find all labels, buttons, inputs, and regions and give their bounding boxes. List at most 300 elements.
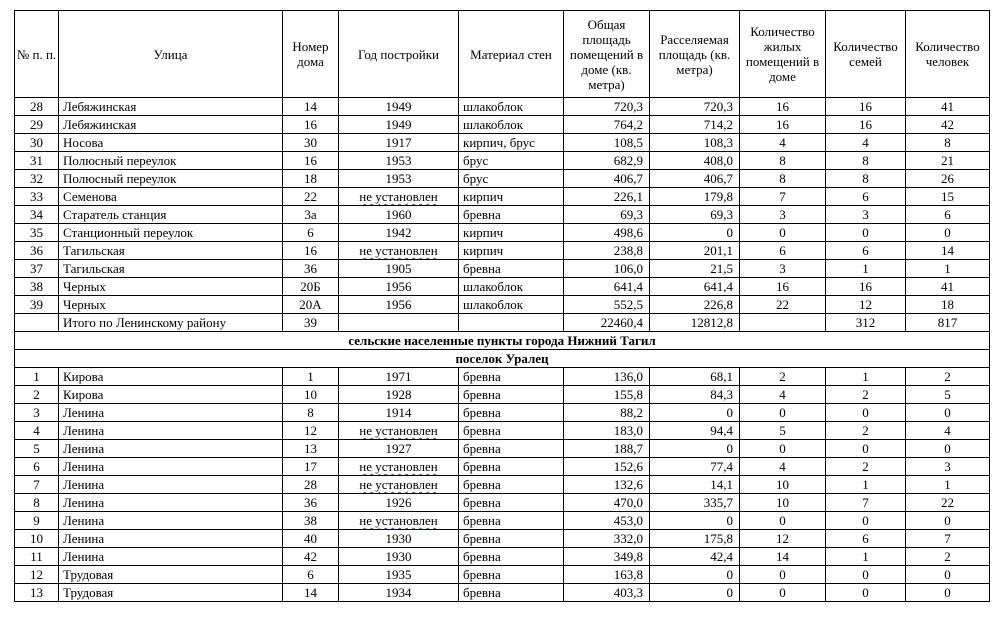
total-row xyxy=(15,314,990,332)
people-cell: 6 xyxy=(906,206,990,224)
street-cell: Тагильская xyxy=(59,260,283,278)
row-num: 30 xyxy=(15,134,59,152)
total-area-cell: 152,6 xyxy=(564,458,650,476)
year-cell: 1953 xyxy=(339,152,459,170)
material-cell: брус xyxy=(459,152,564,170)
rooms-cell: 4 xyxy=(740,458,826,476)
street-cell: Кирова xyxy=(59,386,283,404)
house-cell: 16 xyxy=(283,242,339,260)
resettled-area-cell: 0 xyxy=(650,566,740,584)
subsection-row xyxy=(15,350,990,368)
house-cell: 6 xyxy=(283,224,339,242)
street-cell: Ленина xyxy=(59,422,283,440)
year-cell: не установлен xyxy=(339,242,459,260)
material-cell: кирпич xyxy=(459,224,564,242)
families-cell: 2 xyxy=(826,422,906,440)
house-cell: 16 xyxy=(283,116,339,134)
year-cell: 1956 xyxy=(339,296,459,314)
families-cell: 16 xyxy=(826,98,906,116)
material-cell: бревна xyxy=(459,440,564,458)
total-area-cell: 136,0 xyxy=(564,368,650,386)
house-cell: 10 xyxy=(283,386,339,404)
rooms-cell: 4 xyxy=(740,386,826,404)
table-row xyxy=(15,530,990,548)
year-cell: 1956 xyxy=(339,278,459,296)
rooms-cell: 14 xyxy=(740,548,826,566)
house-cell: 36 xyxy=(283,260,339,278)
row-num: 5 xyxy=(15,440,59,458)
street-cell: Кирова xyxy=(59,368,283,386)
material-cell: шлакоблок xyxy=(459,278,564,296)
house-cell: 1 xyxy=(283,368,339,386)
material-cell: шлакоблок xyxy=(459,98,564,116)
street-cell: Ленина xyxy=(59,530,283,548)
families-cell: 0 xyxy=(826,404,906,422)
resettled-area-cell: 641,4 xyxy=(650,278,740,296)
header-resettled-area: Расселяемая площадь (кв. метра) xyxy=(650,11,740,98)
resettled-area-cell: 0 xyxy=(650,440,740,458)
total-label: Итого по Ленинскому району xyxy=(59,314,283,332)
year-cell: 1905 xyxy=(339,260,459,278)
house-cell: 38 xyxy=(283,512,339,530)
families-cell: 8 xyxy=(826,170,906,188)
resettled-area-cell: 175,8 xyxy=(650,530,740,548)
table-body-top xyxy=(15,98,990,314)
total-area-cell: 403,3 xyxy=(564,584,650,602)
table-row xyxy=(15,134,990,152)
street-cell: Трудовая xyxy=(59,584,283,602)
table-row xyxy=(15,116,990,134)
resettled-area-cell: 408,0 xyxy=(650,152,740,170)
people-cell: 21 xyxy=(906,152,990,170)
families-cell: 2 xyxy=(826,458,906,476)
table-row xyxy=(15,422,990,440)
families-cell: 1 xyxy=(826,476,906,494)
street-cell: Семенова xyxy=(59,188,283,206)
header-num: № п. п. xyxy=(15,11,59,98)
rooms-cell: 0 xyxy=(740,566,826,584)
rooms-cell: 10 xyxy=(740,476,826,494)
rooms-cell: 8 xyxy=(740,170,826,188)
row-num: 1 xyxy=(15,368,59,386)
year-cell: 1949 xyxy=(339,116,459,134)
house-cell: 22 xyxy=(283,188,339,206)
row-num: 10 xyxy=(15,530,59,548)
house-cell: 18 xyxy=(283,170,339,188)
rooms-cell: 22 xyxy=(740,296,826,314)
street-cell: Ленина xyxy=(59,404,283,422)
year-cell: не установлен xyxy=(339,476,459,494)
resettled-area-cell: 21,5 xyxy=(650,260,740,278)
families-cell: 4 xyxy=(826,134,906,152)
people-cell: 0 xyxy=(906,404,990,422)
rooms-cell: 3 xyxy=(740,206,826,224)
material-cell: бревна xyxy=(459,566,564,584)
resettled-area-cell: 94,4 xyxy=(650,422,740,440)
people-cell: 26 xyxy=(906,170,990,188)
total-area-cell: 682,9 xyxy=(564,152,650,170)
material-cell: бревна xyxy=(459,584,564,602)
table-body-summary xyxy=(15,314,990,368)
subsection-title: поселок Уралец xyxy=(15,350,990,368)
total-material-cell xyxy=(459,314,564,332)
house-cell: 28 xyxy=(283,476,339,494)
material-cell: кирпич xyxy=(459,188,564,206)
row-num: 9 xyxy=(15,512,59,530)
rooms-cell: 5 xyxy=(740,422,826,440)
resettled-area-cell: 0 xyxy=(650,584,740,602)
row-num: 29 xyxy=(15,116,59,134)
table-body-bottom xyxy=(15,368,990,602)
rooms-cell: 8 xyxy=(740,152,826,170)
total-area-cell: 163,8 xyxy=(564,566,650,584)
total-resettled-sum: 12812,8 xyxy=(650,314,740,332)
material-cell: бревна xyxy=(459,386,564,404)
rooms-cell: 0 xyxy=(740,584,826,602)
families-cell: 6 xyxy=(826,242,906,260)
resettled-area-cell: 201,1 xyxy=(650,242,740,260)
families-cell: 0 xyxy=(826,566,906,584)
people-cell: 5 xyxy=(906,386,990,404)
house-cell: 6 xyxy=(283,566,339,584)
families-cell: 16 xyxy=(826,116,906,134)
row-num: 33 xyxy=(15,188,59,206)
year-cell: 1942 xyxy=(339,224,459,242)
house-cell: 12 xyxy=(283,422,339,440)
rooms-cell: 4 xyxy=(740,134,826,152)
total-area-cell: 764,2 xyxy=(564,116,650,134)
people-cell: 3 xyxy=(906,458,990,476)
people-cell: 4 xyxy=(906,422,990,440)
house-cell: 20Б xyxy=(283,278,339,296)
material-cell: бревна xyxy=(459,260,564,278)
people-cell: 0 xyxy=(906,512,990,530)
street-cell: Ленина xyxy=(59,494,283,512)
people-cell: 2 xyxy=(906,368,990,386)
resettled-area-cell: 406,7 xyxy=(650,170,740,188)
material-cell: брус xyxy=(459,170,564,188)
rooms-cell: 6 xyxy=(740,242,826,260)
total-area-cell: 720,3 xyxy=(564,98,650,116)
row-num: 6 xyxy=(15,458,59,476)
total-house-count: 39 xyxy=(283,314,339,332)
resettled-area-cell: 714,2 xyxy=(650,116,740,134)
material-cell: шлакоблок xyxy=(459,296,564,314)
header-year: Год постройки xyxy=(339,11,459,98)
material-cell: шлакоблок xyxy=(459,116,564,134)
table-row xyxy=(15,296,990,314)
header-people: Количество человек xyxy=(906,11,990,98)
street-cell: Ленина xyxy=(59,476,283,494)
resettled-area-cell: 108,3 xyxy=(650,134,740,152)
table-row xyxy=(15,584,990,602)
table-row xyxy=(15,224,990,242)
people-cell: 22 xyxy=(906,494,990,512)
house-cell: 36 xyxy=(283,494,339,512)
total-rooms-cell xyxy=(740,314,826,332)
house-cell: 14 xyxy=(283,98,339,116)
families-cell: 0 xyxy=(826,440,906,458)
total-area-cell: 226,1 xyxy=(564,188,650,206)
header-street: Улица xyxy=(59,11,283,98)
table-row xyxy=(15,566,990,584)
row-num: 2 xyxy=(15,386,59,404)
street-cell: Станционный переулок xyxy=(59,224,283,242)
year-cell: 1971 xyxy=(339,368,459,386)
street-cell: Ленина xyxy=(59,458,283,476)
resettled-area-cell: 226,8 xyxy=(650,296,740,314)
row-num: 32 xyxy=(15,170,59,188)
material-cell: бревна xyxy=(459,512,564,530)
table-row xyxy=(15,386,990,404)
people-cell: 0 xyxy=(906,440,990,458)
resettled-area-cell: 0 xyxy=(650,404,740,422)
year-cell: 1930 xyxy=(339,548,459,566)
total-area-cell: 183,0 xyxy=(564,422,650,440)
rooms-cell: 2 xyxy=(740,368,826,386)
families-cell: 1 xyxy=(826,260,906,278)
rooms-cell: 16 xyxy=(740,278,826,296)
material-cell: бревна xyxy=(459,206,564,224)
row-num: 35 xyxy=(15,224,59,242)
families-cell: 1 xyxy=(826,368,906,386)
rooms-cell: 10 xyxy=(740,494,826,512)
row-num: 36 xyxy=(15,242,59,260)
header-house: Номер дома xyxy=(283,11,339,98)
rooms-cell: 0 xyxy=(740,512,826,530)
header-material: Материал стен xyxy=(459,11,564,98)
street-cell: Черных xyxy=(59,278,283,296)
header-rooms: Количество жилых помещений в доме xyxy=(740,11,826,98)
table-row xyxy=(15,278,990,296)
year-cell: 1928 xyxy=(339,386,459,404)
material-cell: бревна xyxy=(459,458,564,476)
year-cell: 1927 xyxy=(339,440,459,458)
table-row xyxy=(15,206,990,224)
total-area-cell: 641,4 xyxy=(564,278,650,296)
table-row xyxy=(15,260,990,278)
rooms-cell: 16 xyxy=(740,116,826,134)
families-cell: 3 xyxy=(826,206,906,224)
families-cell: 6 xyxy=(826,530,906,548)
people-cell: 1 xyxy=(906,260,990,278)
year-cell: не установлен xyxy=(339,188,459,206)
house-cell: 14 xyxy=(283,584,339,602)
row-num: 4 xyxy=(15,422,59,440)
people-cell: 41 xyxy=(906,278,990,296)
header-total-area: Общая площадь помещений в доме (кв. метра) xyxy=(564,11,650,98)
street-cell: Трудовая xyxy=(59,566,283,584)
people-cell: 7 xyxy=(906,530,990,548)
material-cell: кирпич, брус xyxy=(459,134,564,152)
year-cell: 1953 xyxy=(339,170,459,188)
table-row xyxy=(15,440,990,458)
resettled-area-cell: 0 xyxy=(650,224,740,242)
street-cell: Ленина xyxy=(59,440,283,458)
rooms-cell: 7 xyxy=(740,188,826,206)
total-area-cell: 470,0 xyxy=(564,494,650,512)
table-row xyxy=(15,458,990,476)
year-cell: 1914 xyxy=(339,404,459,422)
house-cell: 17 xyxy=(283,458,339,476)
resettled-area-cell: 720,3 xyxy=(650,98,740,116)
material-cell: бревна xyxy=(459,476,564,494)
year-cell: 1934 xyxy=(339,584,459,602)
people-cell: 1 xyxy=(906,476,990,494)
table-row xyxy=(15,368,990,386)
families-cell: 0 xyxy=(826,512,906,530)
street-cell: Старатель станция xyxy=(59,206,283,224)
street-cell: Ленина xyxy=(59,512,283,530)
street-cell: Носова xyxy=(59,134,283,152)
total-area-cell: 349,8 xyxy=(564,548,650,566)
total-area-cell: 453,0 xyxy=(564,512,650,530)
table-row xyxy=(15,494,990,512)
resettled-area-cell: 14,1 xyxy=(650,476,740,494)
house-cell: 40 xyxy=(283,530,339,548)
year-cell: 1930 xyxy=(339,530,459,548)
total-area-cell: 188,7 xyxy=(564,440,650,458)
street-cell: Лебяжинская xyxy=(59,98,283,116)
street-cell: Черных xyxy=(59,296,283,314)
year-cell: 1926 xyxy=(339,494,459,512)
total-area-cell: 88,2 xyxy=(564,404,650,422)
rooms-cell: 0 xyxy=(740,440,826,458)
row-num: 7 xyxy=(15,476,59,494)
house-cell: 20А xyxy=(283,296,339,314)
resettled-area-cell: 68,1 xyxy=(650,368,740,386)
resettled-area-cell: 335,7 xyxy=(650,494,740,512)
street-cell: Лебяжинская xyxy=(59,116,283,134)
total-year-cell xyxy=(339,314,459,332)
year-cell: 1917 xyxy=(339,134,459,152)
header-families: Количество семей xyxy=(826,11,906,98)
total-area-cell: 69,3 xyxy=(564,206,650,224)
street-cell: Ленина xyxy=(59,548,283,566)
header-row xyxy=(15,11,990,98)
families-cell: 12 xyxy=(826,296,906,314)
row-num: 8 xyxy=(15,494,59,512)
total-area-cell: 155,8 xyxy=(564,386,650,404)
year-cell: не установлен xyxy=(339,458,459,476)
total-area-cell: 238,8 xyxy=(564,242,650,260)
families-cell: 8 xyxy=(826,152,906,170)
total-families-sum: 312 xyxy=(826,314,906,332)
resettled-area-cell: 0 xyxy=(650,512,740,530)
material-cell: бревна xyxy=(459,368,564,386)
house-cell: 13 xyxy=(283,440,339,458)
people-cell: 8 xyxy=(906,134,990,152)
people-cell: 42 xyxy=(906,116,990,134)
row-num: 39 xyxy=(15,296,59,314)
table-row xyxy=(15,548,990,566)
house-cell: 16 xyxy=(283,152,339,170)
table-row xyxy=(15,512,990,530)
families-cell: 0 xyxy=(826,224,906,242)
total-area-cell: 406,7 xyxy=(564,170,650,188)
total-area-cell: 332,0 xyxy=(564,530,650,548)
resettled-area-cell: 179,8 xyxy=(650,188,740,206)
rooms-cell: 12 xyxy=(740,530,826,548)
street-cell: Полюсный переулок xyxy=(59,152,283,170)
row-num: 31 xyxy=(15,152,59,170)
material-cell: бревна xyxy=(459,404,564,422)
housing-table xyxy=(14,10,990,602)
families-cell: 6 xyxy=(826,188,906,206)
rooms-cell: 16 xyxy=(740,98,826,116)
row-num: 37 xyxy=(15,260,59,278)
house-cell: 3а xyxy=(283,206,339,224)
year-cell: 1949 xyxy=(339,98,459,116)
resettled-area-cell: 69,3 xyxy=(650,206,740,224)
people-cell: 18 xyxy=(906,296,990,314)
house-cell: 42 xyxy=(283,548,339,566)
house-cell: 8 xyxy=(283,404,339,422)
total-area-cell: 132,6 xyxy=(564,476,650,494)
people-cell: 14 xyxy=(906,242,990,260)
people-cell: 0 xyxy=(906,224,990,242)
table-row xyxy=(15,98,990,116)
rooms-cell: 0 xyxy=(740,404,826,422)
people-cell: 15 xyxy=(906,188,990,206)
families-cell: 1 xyxy=(826,548,906,566)
section-title: сельские населенные пункты города Нижний Тагил xyxy=(15,332,990,350)
year-cell: не установлен xyxy=(339,512,459,530)
total-area-sum: 22460,4 xyxy=(564,314,650,332)
people-cell: 2 xyxy=(906,548,990,566)
total-people-sum: 817 xyxy=(906,314,990,332)
section-row xyxy=(15,332,990,350)
rooms-cell: 3 xyxy=(740,260,826,278)
resettled-area-cell: 84,3 xyxy=(650,386,740,404)
total-area-cell: 106,0 xyxy=(564,260,650,278)
people-cell: 41 xyxy=(906,98,990,116)
row-num: 12 xyxy=(15,566,59,584)
families-cell: 2 xyxy=(826,386,906,404)
row-num: 34 xyxy=(15,206,59,224)
row-num: 28 xyxy=(15,98,59,116)
total-num-cell xyxy=(15,314,59,332)
material-cell: бревна xyxy=(459,422,564,440)
row-num: 11 xyxy=(15,548,59,566)
resettled-area-cell: 42,4 xyxy=(650,548,740,566)
material-cell: бревна xyxy=(459,530,564,548)
families-cell: 0 xyxy=(826,584,906,602)
total-area-cell: 108,5 xyxy=(564,134,650,152)
people-cell: 0 xyxy=(906,584,990,602)
families-cell: 7 xyxy=(826,494,906,512)
rooms-cell: 0 xyxy=(740,224,826,242)
families-cell: 16 xyxy=(826,278,906,296)
year-cell: 1935 xyxy=(339,566,459,584)
people-cell: 0 xyxy=(906,566,990,584)
table-row xyxy=(15,152,990,170)
row-num: 38 xyxy=(15,278,59,296)
material-cell: кирпич xyxy=(459,242,564,260)
material-cell: бревна xyxy=(459,494,564,512)
row-num: 3 xyxy=(15,404,59,422)
table-row xyxy=(15,170,990,188)
resettled-area-cell: 77,4 xyxy=(650,458,740,476)
row-num: 13 xyxy=(15,584,59,602)
table-row xyxy=(15,242,990,260)
year-cell: 1960 xyxy=(339,206,459,224)
table-row xyxy=(15,476,990,494)
table-row xyxy=(15,404,990,422)
total-area-cell: 552,5 xyxy=(564,296,650,314)
house-cell: 30 xyxy=(283,134,339,152)
street-cell: Полюсный переулок xyxy=(59,170,283,188)
